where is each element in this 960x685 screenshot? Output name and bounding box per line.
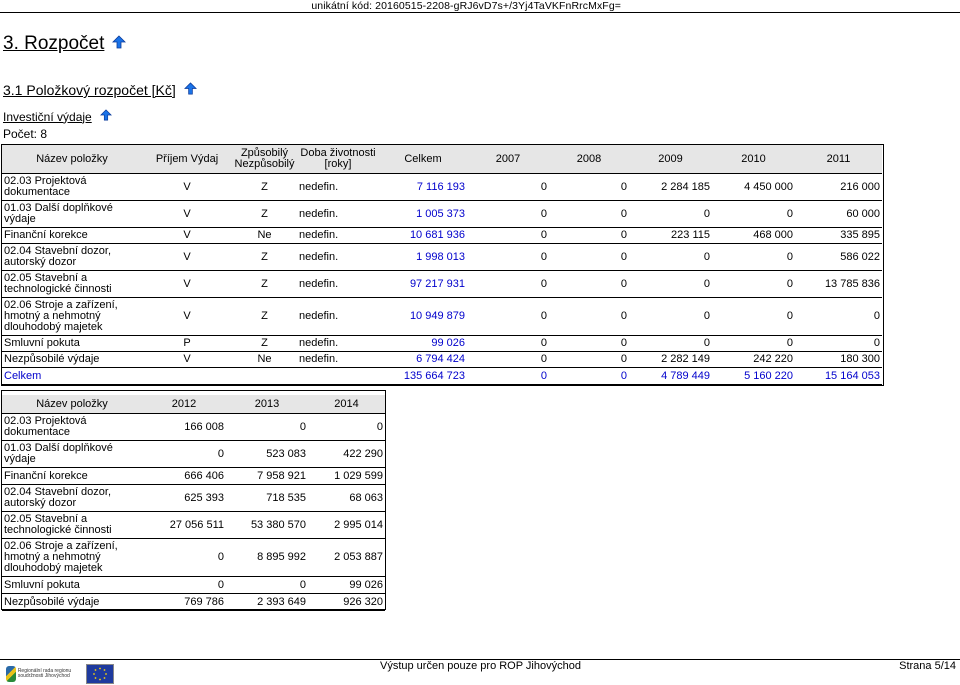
cell: 8 895 992 — [226, 538, 308, 576]
cell: 0 — [549, 270, 629, 297]
table-row — [2, 484, 385, 511]
cell-name: 02.06 Stroje a zařízení, hmotný a nehmotný dlouhodobý majetek — [2, 297, 142, 335]
page-number: Strana 5/14 — [899, 660, 956, 672]
cell-name: 02.05 Stavební a technologické činnosti — [2, 270, 142, 297]
col-header: 2009 — [629, 145, 712, 173]
cell: nedefin. — [297, 173, 379, 200]
cell-name: 01.03 Další doplňkové výdaje — [2, 440, 142, 467]
cell: 0 — [467, 200, 549, 227]
sub-subsection-title-text: Investiční výdaje — [3, 109, 92, 124]
total-label: Celkem — [2, 367, 142, 384]
cell: V — [142, 200, 232, 227]
cell: 0 — [226, 576, 308, 593]
budget-table-2007-2011 — [2, 145, 882, 385]
cell: 27 056 511 — [142, 511, 226, 538]
cell-name: Nezpůsobilé výdaje — [2, 351, 142, 367]
cell: 0 — [712, 200, 795, 227]
cell: V — [142, 351, 232, 367]
cell: 68 063 — [308, 484, 385, 511]
cell: 0 — [712, 297, 795, 335]
cell: 0 — [795, 297, 882, 335]
cell: Z — [232, 270, 297, 297]
cell-name: Finanční korekce — [2, 227, 142, 243]
table-row — [2, 173, 882, 200]
regional-council-logo-mark — [6, 666, 16, 682]
total-cell: 4 789 449 — [629, 367, 712, 384]
up-arrow-icon[interactable] — [184, 82, 197, 98]
section-title-text: 3. Rozpočet — [3, 33, 105, 54]
table-row — [2, 440, 385, 467]
table-row — [2, 413, 385, 440]
table-row — [2, 227, 882, 243]
cell: 60 000 — [795, 200, 882, 227]
cell: 7 116 193 — [379, 173, 467, 200]
cell: 0 — [467, 297, 549, 335]
total-cell: 0 — [549, 367, 629, 384]
cell: 7 958 921 — [226, 467, 308, 484]
cell: 0 — [629, 200, 712, 227]
cell: 97 217 931 — [379, 270, 467, 297]
col-header: 2014 — [308, 395, 385, 413]
cell: 99 026 — [308, 576, 385, 593]
table-row — [2, 467, 385, 484]
cell: nedefin. — [297, 351, 379, 367]
cell: 13 785 836 — [795, 270, 882, 297]
col-header: Doba životnosti [roky] — [297, 145, 379, 173]
cell-name: Finanční korekce — [2, 467, 142, 484]
cell: 666 406 — [142, 467, 226, 484]
cell-name: 02.03 Projektová dokumentace — [2, 413, 142, 440]
cell: 2 284 185 — [629, 173, 712, 200]
cell: 0 — [467, 335, 549, 351]
up-arrow-icon[interactable] — [112, 33, 126, 55]
cell-name: Nezpůsobilé výdaje — [2, 593, 142, 610]
cell: 4 450 000 — [712, 173, 795, 200]
budget-table-2012-2014 — [2, 395, 385, 611]
col-header: 2013 — [226, 395, 308, 413]
cell: nedefin. — [297, 243, 379, 270]
table-row — [2, 297, 882, 335]
cell: 0 — [712, 335, 795, 351]
cell: nedefin. — [297, 270, 379, 297]
cell: 0 — [549, 351, 629, 367]
cell: 0 — [467, 243, 549, 270]
cell: 468 000 — [712, 227, 795, 243]
cell: 769 786 — [142, 593, 226, 610]
cell: 0 — [712, 270, 795, 297]
cell: 1 029 599 — [308, 467, 385, 484]
up-arrow-icon[interactable] — [100, 109, 112, 124]
eu-flag-icon — [86, 664, 114, 684]
cell: 0 — [467, 270, 549, 297]
cell: 0 — [549, 243, 629, 270]
cell: 0 — [549, 297, 629, 335]
subsection-title-text: 3.1 Položkový rozpočet [Kč] — [3, 82, 176, 98]
item-count: Počet: 8 — [3, 127, 48, 141]
cell: 6 794 424 — [379, 351, 467, 367]
regional-council-logo-text: Regionální rada regionu soudržnosti Jihovýchod — [17, 668, 72, 679]
cell: nedefin. — [297, 297, 379, 335]
cell: 0 — [795, 335, 882, 351]
cell: 0 — [226, 413, 308, 440]
cell: 0 — [549, 200, 629, 227]
cell: Z — [232, 297, 297, 335]
col-header: 2011 — [795, 145, 882, 173]
table-row — [2, 335, 882, 351]
cell: 0 — [712, 243, 795, 270]
cell: 0 — [308, 413, 385, 440]
col-header: Příjem Výdaj — [142, 145, 232, 173]
cell: 2 393 649 — [226, 593, 308, 610]
cell: nedefin. — [297, 227, 379, 243]
cell: 242 220 — [712, 351, 795, 367]
total-cell: 135 664 723 — [379, 367, 467, 384]
cell: 0 — [549, 335, 629, 351]
col-header: 2010 — [712, 145, 795, 173]
cell: 0 — [142, 538, 226, 576]
cell: P — [142, 335, 232, 351]
cell-name: Smluvní pokuta — [2, 335, 142, 351]
cell: 166 008 — [142, 413, 226, 440]
table-row — [2, 576, 385, 593]
table-row — [2, 511, 385, 538]
unique-code: unikátní kód: 20160515-2208-gRJ6vD7s+/3Yj4TaVKFnRrcMxFg= — [311, 0, 621, 12]
cell: 0 — [629, 243, 712, 270]
col-header: 2008 — [549, 145, 629, 173]
cell: 0 — [142, 440, 226, 467]
cell: 0 — [142, 576, 226, 593]
cell: 718 535 — [226, 484, 308, 511]
cell-name: 01.03 Další doplňkové výdaje — [2, 200, 142, 227]
table-row — [2, 593, 385, 610]
regional-council-logo — [6, 664, 76, 684]
cell: 0 — [629, 335, 712, 351]
table-row — [2, 243, 882, 270]
cell: 0 — [467, 351, 549, 367]
table-row — [2, 270, 882, 297]
cell: 2 995 014 — [308, 511, 385, 538]
cell-name: 02.04 Stavební dozor, autorský dozor — [2, 243, 142, 270]
cell: Z — [232, 335, 297, 351]
cell: Z — [232, 173, 297, 200]
cell: 10 681 936 — [379, 227, 467, 243]
table-row — [2, 538, 385, 576]
total-cell: 0 — [467, 367, 549, 384]
col-header: 2007 — [467, 145, 549, 173]
col-header: Způsobilý Nezpůsobilý — [232, 145, 297, 173]
cell: nedefin. — [297, 200, 379, 227]
cell: V — [142, 173, 232, 200]
total-cell: 5 160 220 — [712, 367, 795, 384]
cell: 0 — [629, 270, 712, 297]
col-header: 2012 — [142, 395, 226, 413]
col-header: Celkem — [379, 145, 467, 173]
cell: V — [142, 243, 232, 270]
cell: nedefin. — [297, 335, 379, 351]
cell: 0 — [549, 227, 629, 243]
subsection-title — [3, 82, 197, 98]
cell: 1 998 013 — [379, 243, 467, 270]
col-header: Název položky — [2, 395, 142, 413]
cell: 2 053 887 — [308, 538, 385, 576]
cell: 0 — [467, 227, 549, 243]
cell: 223 115 — [629, 227, 712, 243]
cell-name: 02.03 Projektová dokumentace — [2, 173, 142, 200]
total-cell: 15 164 053 — [795, 367, 882, 384]
cell: 0 — [549, 173, 629, 200]
sub-subsection-title — [3, 109, 112, 124]
cell: 2 282 149 — [629, 351, 712, 367]
footer-note: Výstup určen pouze pro ROP Jihovýchod — [380, 660, 581, 672]
table-row — [2, 351, 882, 367]
cell-name: 02.05 Stavební a technologické činnosti — [2, 511, 142, 538]
cell: 216 000 — [795, 173, 882, 200]
cell: 926 320 — [308, 593, 385, 610]
col-header: Název položky — [2, 145, 142, 173]
cell: 523 083 — [226, 440, 308, 467]
cell: 422 290 — [308, 440, 385, 467]
cell: Ne — [232, 351, 297, 367]
cell: 180 300 — [795, 351, 882, 367]
cell: Z — [232, 243, 297, 270]
cell: 53 380 570 — [226, 511, 308, 538]
cell: 335 895 — [795, 227, 882, 243]
cell: 586 022 — [795, 243, 882, 270]
cell: 625 393 — [142, 484, 226, 511]
cell-name: Smluvní pokuta — [2, 576, 142, 593]
section-title — [3, 33, 126, 55]
header-divider — [0, 12, 960, 13]
cell: 10 949 879 — [379, 297, 467, 335]
cell: V — [142, 270, 232, 297]
cell: V — [142, 227, 232, 243]
cell: 0 — [467, 173, 549, 200]
cell-name: 02.04 Stavební dozor, autorský dozor — [2, 484, 142, 511]
total-row — [2, 367, 882, 384]
cell: 99 026 — [379, 335, 467, 351]
cell: V — [142, 297, 232, 335]
table-row — [2, 200, 882, 227]
cell: 0 — [629, 297, 712, 335]
cell: Ne — [232, 227, 297, 243]
cell: Z — [232, 200, 297, 227]
cell-name: 02.06 Stroje a zařízení, hmotný a nehmotný dlouhodobý majetek — [2, 538, 142, 576]
cell: 1 005 373 — [379, 200, 467, 227]
